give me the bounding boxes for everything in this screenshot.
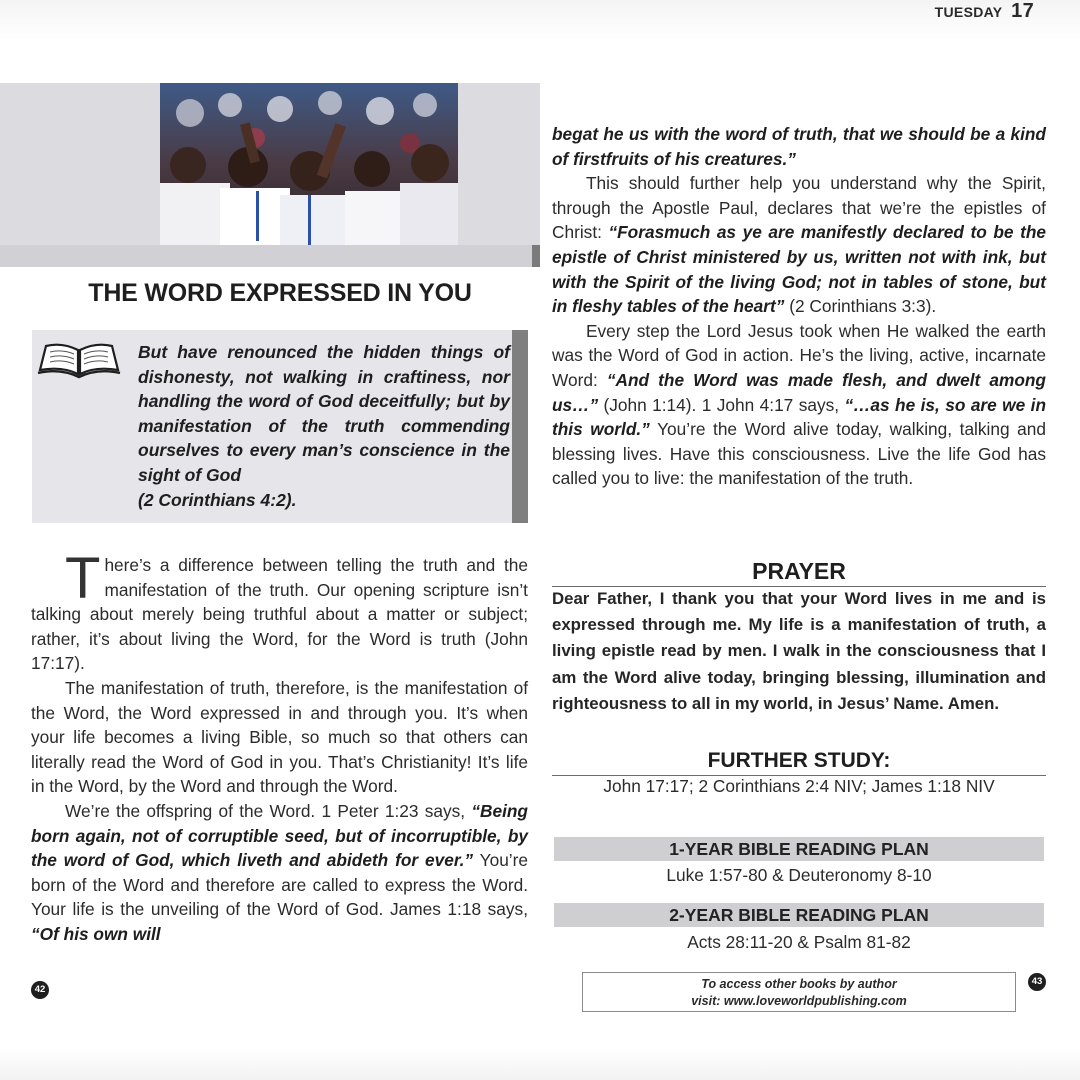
paragraph-text: You’re the Word alive today, walking, talking and blessing lives. Have this consciousness. Live the life God has called you to live: the manifestation of the truth. [552,419,1046,489]
page-number-left: 42 [31,981,49,999]
paragraph-text: Every step the Lord Jesus took when He walked the earth was the Word of God in action. He’s the living, active, incarnate Word: [552,320,1046,390]
plan-2-heading: 2-YEAR BIBLE READING PLAN [554,903,1044,927]
date-bar-accent [532,245,540,267]
date-label [935,1,1034,23]
prayer-heading: PRAYER [752,558,846,584]
paragraph-text: (John 1:14). 1 John 4:17 says, [598,394,845,415]
paragraph [552,319,1046,491]
scripture-quote: “Being born again, not of corruptible seed, but of incorruptible, by the word of God, which liveth and abideth for ever.” [31,800,528,871]
plan-1-text: Luke 1:57-80 & Deuteronomy 8-10 [666,865,932,885]
access-line: To access other books by author [701,977,897,991]
paragraph [552,171,1046,319]
scripture-quote: “Of his own will [31,923,161,944]
scripture-box-bar [512,330,528,523]
paragraph [31,546,528,676]
scripture-box [32,330,528,523]
scripture-verse: But have renounced the hidden things of dishonesty, not walking in craftiness, nor handling the word of God deceitfully; but by manifestation of the truth commending ourselves to every man’s conscience in the sight of God [138,342,510,485]
paragraph-text: This should further help you understand why the Spirit, through the Apostle Paul, declares that we’re the epistles of Christ: [552,173,1046,243]
weekday: TUESDAY [934,4,1003,20]
right-body-text [552,122,1046,491]
scripture-quote: “…as he is, so are we in this world.” [552,394,1046,440]
paragraph: The manifestation of truth, therefore, is the manifestation of the Word, the Word expressed in and through you. It’s when your life becomes a living Bible, so much so that others can literally read the Word of God in you. That’s Christianity! It’s life in the Word, by the Word and through the Word. [31,677,528,797]
scripture-quote: “And the Word was made flesh, and dwelt among us…” [552,369,1046,415]
scripture-reference: (2 Corinthians 4:2). [138,489,297,510]
left-body-text [31,546,529,947]
plan-1-heading: 1-YEAR BIBLE READING PLAN [554,837,1044,861]
paragraph-text: here’s a difference between telling the truth and the manifestation of the truth. Our opening scripture isn’t talking about merely being truthful about a matter or subject; rather, it’s about living the Word, for the Word is truth (John 17:17). [31,555,528,674]
paragraph-text: You’re born of the Word and therefore are called to express the Word. Your life is the unveiling of the Word of God. James 1:18 says, [31,850,529,920]
devotional-title: THE WORD EXPRESSED IN YOU [88,279,472,307]
paragraph [552,122,1046,171]
date-bar [0,245,540,267]
scripture-quote: begat he us with the word of truth, that we should be a kind of firstfruits of his creatures.” [552,124,1046,169]
plan-2-text: Acts 28:11-20 & Psalm 81-82 [687,932,911,952]
access-link[interactable]: visit: www.loveworldpublishing.com [691,993,907,1008]
page-number-right: 43 [1028,973,1046,991]
drop-cap: T [65,546,101,611]
paragraph-text: We’re the offspring of the Word. 1 Peter 1:23 says, [65,800,472,821]
day-number: 17 [1011,0,1034,22]
open-book-icon [36,340,122,380]
prayer-text: Dear Father, I thank you that your Word lives in me and is expressed through me. My life is a manifestation of truth, a living epistle read by men. I walk in the consciousness that I am the Word alive today, bringing blessing, illumination and righteousness to all in my world, in Jesus’ Name. Amen. [552,589,1046,713]
paragraph [31,799,528,947]
further-study-refs: John 17:17; 2 Corinthians 2:4 NIV; James 1:18 NIV [603,776,995,796]
paragraph-text: (2 Corinthians 3:3). [784,296,937,317]
scripture-text [138,340,510,512]
worship-photo [160,83,458,245]
scripture-quote: “Forasmuch as ye are manifestly declared to be the epistle of Christ ministered by us, written not with ink, but with the Spirit of the living God; not in tables of stone, but in fleshy tables of the heart” [552,222,1046,317]
further-study-heading: FURTHER STUDY: [707,749,891,772]
access-box [582,972,1016,1012]
